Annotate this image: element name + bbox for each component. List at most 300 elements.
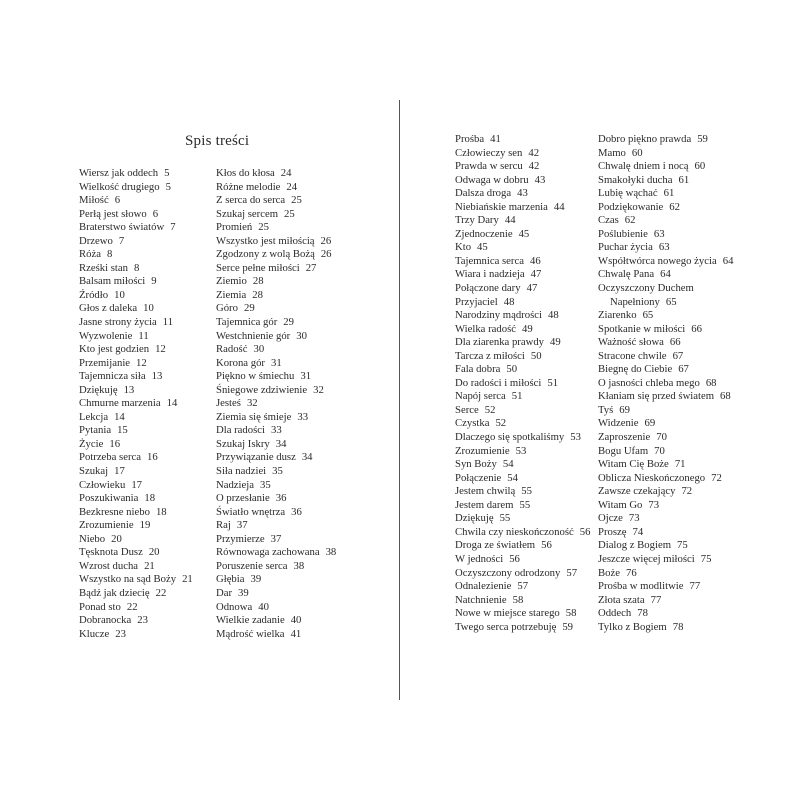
toc-entry-title: Tajemnica gór (216, 316, 278, 329)
toc-entry-title: Syn Boży (455, 458, 497, 471)
toc-entry-page: 61 (663, 187, 675, 200)
toc-entry (598, 594, 748, 608)
toc-entry-title: Czas (598, 214, 619, 227)
toc-entry (216, 573, 346, 587)
toc-entry-title: Chwalę Pana (598, 268, 655, 281)
toc-entry-page: 26 (320, 234, 332, 247)
toc-entry (598, 296, 748, 310)
toc-entry (216, 601, 346, 615)
toc-entry-page: 38 (293, 559, 305, 572)
toc-entry-page: 46 (529, 254, 541, 267)
toc-entry-page: 56 (509, 552, 520, 565)
toc-entry (455, 390, 595, 404)
toc-entry (455, 404, 595, 418)
toc-entry (216, 546, 346, 560)
toc-entry (216, 628, 346, 642)
toc-entry-page: 56 (541, 539, 552, 552)
toc-entry-title: Ziarenko (598, 309, 637, 322)
toc-entry-page: 28 (252, 288, 263, 301)
toc-entry-title: Radość (216, 343, 248, 356)
toc-entry (598, 228, 748, 242)
toc-entry-title: Wielkie zadanie (216, 614, 285, 627)
toc-entry-page: 14 (114, 410, 125, 423)
toc-entry-title: Bezkresne niebo (79, 505, 150, 518)
toc-entry (455, 594, 595, 608)
toc-entry-page: 49 (522, 322, 533, 335)
toc-entry-page: 48 (547, 309, 559, 322)
toc-entry-page: 44 (504, 214, 516, 227)
toc-entry-page: 23 (137, 614, 148, 627)
toc-entry-title: Wiersz jak oddech (79, 167, 159, 179)
toc-entry-page: 40 (290, 614, 302, 627)
toc-entry-title: Tajemnica serca (455, 254, 524, 267)
toc-entry (216, 492, 346, 506)
toc-entry-title: Tęsknota Dusz (79, 546, 143, 559)
toc-entry-page: 55 (499, 512, 511, 525)
toc-entry (455, 472, 595, 486)
toc-entry-page: 14 (166, 397, 178, 410)
toc-entry-page: 65 (665, 295, 677, 308)
toc-entry-page: 43 (534, 173, 546, 186)
toc-entry (216, 411, 346, 425)
toc-entry-page: 5 (164, 167, 170, 179)
toc-entry-page: 16 (109, 437, 121, 450)
toc-entry-page: 5 (165, 180, 171, 193)
toc-entry (598, 323, 748, 337)
toc-entry-page: 24 (280, 167, 292, 179)
toc-entry-page: 50 (506, 363, 518, 376)
toc-entry (455, 296, 595, 310)
toc-entry (216, 357, 346, 371)
toc-entry-page: 11 (138, 329, 149, 342)
toc-entry-page: 20 (148, 546, 160, 559)
toc-entry-page: 31 (270, 356, 282, 369)
toc-column-4 (598, 133, 748, 634)
toc-entry (216, 181, 346, 195)
toc-entry (79, 370, 204, 384)
toc-entry-title: Szukaj (79, 465, 109, 478)
toc-entry (216, 194, 346, 208)
toc-entry-title: Twego serca potrzebuję (455, 620, 557, 633)
toc-entry (598, 485, 748, 499)
toc-entry (455, 187, 595, 201)
toc-entry-page: 63 (653, 227, 665, 240)
toc-entry (79, 235, 204, 249)
toc-entry-page: 27 (305, 261, 317, 274)
toc-entry-page: 12 (136, 356, 147, 369)
toc-entry-page: 35 (259, 478, 271, 491)
toc-entry (598, 499, 748, 513)
toc-entry-page: 55 (521, 485, 532, 498)
toc-entry (455, 309, 595, 323)
toc-entry (455, 133, 595, 147)
toc-entry-title: Poruszenie serca (216, 559, 288, 572)
toc-entry-page: 71 (674, 458, 686, 471)
toc-entry-page: 65 (642, 309, 654, 322)
toc-entry (79, 248, 204, 262)
toc-entry-title: Zjednoczenie (455, 227, 513, 240)
toc-entry-title: Szukaj Iskry (216, 437, 270, 450)
toc-entry-title: Poślubienie (598, 227, 648, 240)
toc-entry-title: Podziękowanie (598, 200, 664, 213)
toc-entry-title: Fala dobra (455, 363, 501, 376)
toc-entry (216, 519, 346, 533)
toc-entry (216, 167, 346, 181)
toc-entry-page: 75 (700, 552, 712, 565)
toc-entry (216, 262, 346, 276)
toc-entry-title: Dziękuję (455, 512, 494, 525)
toc-entry (79, 506, 204, 520)
toc-entry (79, 587, 204, 601)
toc-entry-page: 8 (106, 248, 113, 261)
toc-entry (216, 384, 346, 398)
toc-entry (79, 221, 204, 235)
toc-entry-title: Wielkość drugiego (79, 180, 160, 193)
toc-entry-title: Wyzwolenie (79, 329, 133, 342)
page-title: Spis treści (185, 133, 250, 149)
toc-entry-title: Pytania (79, 424, 112, 437)
toc-entry-title: Tylko z Bogiem (598, 620, 667, 633)
toc-entry-page: 72 (711, 471, 722, 484)
toc-entry-title: Przyjaciel (455, 295, 498, 308)
toc-entry-title: Wielka radość (455, 322, 516, 335)
toc-entry (455, 350, 595, 364)
toc-entry-page: 42 (528, 146, 540, 159)
toc-entry-title: Prawda w sercu (455, 160, 523, 173)
toc-entry-page: 10 (143, 302, 154, 315)
toc-entry-title: Drzewo (79, 234, 113, 247)
toc-entry (455, 553, 595, 567)
toc-entry-page: 68 (705, 376, 717, 389)
toc-entry (79, 465, 204, 479)
toc-entry (216, 587, 346, 601)
toc-entry-page: 19 (139, 519, 151, 532)
toc-entry (79, 289, 204, 303)
toc-entry-title: Kłaniam się przed światem (598, 390, 715, 403)
toc-entry-title: Zrozumienie (79, 519, 134, 532)
toc-entry-title: Oddech (598, 607, 632, 620)
toc-entry-page: 45 (477, 241, 488, 254)
toc-entry (455, 255, 595, 269)
toc-entry-title: Wszystko jest miłością (216, 234, 315, 247)
toc-entry (455, 621, 595, 635)
toc-entry (598, 472, 748, 486)
toc-entry-title: Tajemnicza siła (79, 370, 146, 383)
toc-entry-page: 33 (297, 410, 309, 423)
toc-entry-title: Bogu Ufam (598, 444, 649, 457)
toc-entry (598, 255, 748, 269)
toc-entry (216, 424, 346, 438)
toc-entry-page: 47 (526, 282, 538, 295)
toc-entry-title: Dziękuję (79, 383, 118, 396)
toc-entry (79, 302, 204, 316)
toc-entry-title: O przesłanie (216, 492, 270, 505)
toc-entry-title: Ponad sto (79, 600, 121, 613)
toc-entry (79, 167, 204, 181)
toc-entry (79, 330, 204, 344)
toc-entry-title: Współtwórca nowego życia (598, 254, 717, 267)
toc-entry-page: 32 (313, 383, 324, 396)
toc-entry (455, 607, 595, 621)
toc-entry-title: Do radości i miłości (455, 376, 542, 389)
toc-entry-title: Nowe w miejsce starego (455, 607, 560, 620)
toc-entry-page: 47 (530, 268, 542, 281)
toc-entry-page: 13 (123, 383, 135, 396)
toc-entry (79, 519, 204, 533)
toc-entry-title: Proszę (598, 525, 627, 538)
toc-entry-title: Witam Cię Boże (598, 458, 669, 471)
toc-entry-title: Niebiańskie marzenia (455, 200, 548, 213)
toc-entry-title: Dla ziarenka prawdy (455, 336, 545, 349)
toc-entry (216, 506, 346, 520)
toc-entry (598, 512, 748, 526)
toc-entry-title: Człowieczy sen (455, 146, 523, 159)
toc-entry-page: 36 (275, 492, 287, 505)
toc-entry (216, 479, 346, 493)
toc-entry-title: Wszystko na sąd Boży (79, 573, 177, 586)
toc-entry-title: W jedności (455, 552, 504, 565)
toc-entry-title: Góro (216, 302, 238, 315)
toc-entry-title: Połączenie (455, 471, 502, 484)
toc-entry (79, 438, 204, 452)
toc-entry-page: 11 (162, 316, 174, 329)
toc-entry-page: 66 (669, 336, 681, 349)
toc-entry-title: Równowaga zachowana (216, 546, 320, 559)
toc-entry (455, 417, 595, 431)
toc-entry-page: 64 (660, 268, 671, 281)
toc-entry-title: Smakołyki ducha (598, 173, 673, 186)
toc-entry-title: Rześki stan (79, 261, 128, 274)
toc-entry-title: Wzrost ducha (79, 559, 139, 572)
toc-entry-page: 58 (512, 593, 524, 606)
toc-entry (455, 201, 595, 215)
toc-entry-page: 8 (133, 261, 140, 274)
toc-entry-page: 64 (722, 254, 734, 267)
toc-entry-title: Puchar życia (598, 241, 653, 254)
toc-entry (598, 241, 748, 255)
toc-entry (216, 221, 346, 235)
toc-entry-page: 57 (517, 580, 529, 593)
toc-entry-title: Przemijanie (79, 356, 131, 369)
toc-entry-title: Napełniony (610, 295, 660, 308)
toc-entry-title: Westchnienie gór (216, 329, 291, 342)
toc-entry (79, 479, 204, 493)
toc-entry-page: 50 (530, 349, 542, 362)
toc-entry (216, 560, 346, 574)
toc-entry-title: Przymierze (216, 532, 265, 545)
toc-entry-page: 16 (147, 451, 158, 464)
toc-column-1 (79, 167, 204, 641)
toc-entry-page: 38 (325, 546, 337, 559)
toc-entry-title: Napój serca (455, 390, 506, 403)
toc-entry (79, 546, 204, 560)
toc-entry-page: 67 (672, 349, 684, 362)
toc-entry (216, 235, 346, 249)
toc-entry (598, 282, 748, 296)
toc-entry (598, 431, 748, 445)
toc-entry-title: Jeszcze więcej miłości (598, 552, 695, 565)
toc-entry-title: Dar (216, 586, 233, 599)
page-divider (399, 100, 400, 700)
toc-entry-page: 51 (511, 390, 523, 403)
toc-entry (455, 336, 595, 350)
toc-entry (79, 451, 204, 465)
toc-entry-page: 77 (650, 593, 662, 606)
toc-entry (598, 553, 748, 567)
toc-entry (79, 384, 204, 398)
toc-entry (598, 621, 748, 635)
toc-entry-title: Ziemio (216, 275, 247, 288)
toc-entry-page: 42 (528, 160, 540, 173)
toc-entry-title: Zrozumienie (455, 444, 510, 457)
toc-entry-page: 70 (654, 444, 665, 457)
toc-entry-title: Złota szata (598, 593, 645, 606)
toc-entry-page: 66 (691, 322, 702, 335)
toc-entry-title: Dobro piękno prawda (598, 133, 692, 145)
toc-entry-title: Dlaczego się spotkaliśmy (455, 431, 565, 444)
toc-entry (598, 363, 748, 377)
toc-entry-title: Ziemia (216, 288, 247, 301)
toc-entry (598, 390, 748, 404)
toc-entry-page: 21 (182, 573, 193, 586)
toc-entry (216, 451, 346, 465)
toc-entry (79, 262, 204, 276)
toc-entry-page: 7 (118, 234, 125, 247)
toc-entry-title: Witam Go (598, 498, 643, 511)
toc-entry-title: Spotkanie w miłości (598, 322, 686, 335)
toc-entry (79, 208, 204, 222)
toc-entry (598, 160, 748, 174)
toc-entry-title: Lubię wąchać (598, 187, 658, 200)
toc-entry-page: 48 (503, 295, 515, 308)
toc-entry-page: 74 (632, 525, 644, 538)
toc-entry-page: 33 (270, 424, 282, 437)
toc-entry-title: Szukaj sercem (216, 207, 279, 220)
toc-entry-page: 73 (628, 512, 640, 525)
toc-entry-title: Korona gór (216, 356, 265, 369)
toc-entry-page: 6 (152, 207, 159, 220)
toc-entry-title: Chwila czy nieskończoność (455, 525, 574, 538)
toc-entry-title: Odnowa (216, 600, 253, 613)
toc-entry-page: 41 (290, 627, 302, 640)
toc-entry (216, 465, 346, 479)
toc-entry-title: Prośba (455, 133, 485, 145)
toc-entry-page: 26 (320, 248, 332, 261)
toc-entry (598, 147, 748, 161)
toc-entry (455, 363, 595, 377)
toc-entry-title: Różne melodie (216, 180, 281, 193)
toc-entry (79, 316, 204, 330)
toc-entry-title: Człowieku (79, 478, 126, 491)
toc-entry-title: Miłość (79, 194, 109, 207)
toc-entry-page: 59 (697, 133, 708, 145)
toc-entry-page: 35 (272, 465, 283, 478)
toc-entry-title: Promień (216, 221, 253, 234)
toc-entry-title: Klucze (79, 627, 110, 640)
toc-entry-title: Dobranocka (79, 614, 132, 627)
toc-entry-title: Mądrość wielka (216, 627, 285, 640)
toc-entry-title: Odnalezienie (455, 580, 512, 593)
toc-entry-page: 18 (144, 492, 156, 505)
toc-entry-title: Droga ze światłem (455, 539, 536, 552)
toc-entry-title: Kto (455, 241, 472, 254)
toc-entry-page: 78 (637, 607, 648, 620)
toc-entry-title: Chmurne marzenia (79, 397, 161, 410)
toc-entry-page: 41 (490, 133, 501, 145)
toc-entry-page: 45 (518, 227, 530, 240)
toc-entry-page: 63 (658, 241, 670, 254)
toc-entry-title: Trzy Dary (455, 214, 499, 227)
toc-entry-page: 73 (648, 498, 660, 511)
toc-entry-title: Kłos do kłosa (216, 167, 275, 179)
toc-entry-page: 29 (283, 316, 294, 329)
toc-entry (455, 512, 595, 526)
toc-entry-page: 59 (562, 620, 574, 633)
toc-entry-title: Nadzieja (216, 478, 254, 491)
toc-entry (455, 431, 595, 445)
toc-entry-title: Mamo (598, 146, 626, 159)
toc-entry-title: Głębia (216, 573, 245, 586)
toc-column-3 (455, 133, 595, 634)
toc-entry-page: 72 (681, 485, 693, 498)
toc-entry-title: Oblicza Nieskończonego (598, 471, 706, 484)
toc-entry-title: Stracone chwile (598, 349, 667, 362)
toc-entry-title: Potrzeba serca (79, 451, 142, 464)
toc-entry (455, 377, 595, 391)
toc-entry (79, 411, 204, 425)
toc-entry-page: 17 (114, 465, 125, 478)
toc-entry-page: 78 (672, 620, 684, 633)
toc-entry (216, 370, 346, 384)
toc-entry-page: 13 (151, 370, 163, 383)
toc-entry-page: 60 (694, 160, 706, 173)
toc-entry (216, 438, 346, 452)
toc-entry (455, 539, 595, 553)
toc-entry (79, 492, 204, 506)
toc-entry-title: Róża (79, 248, 101, 261)
toc-entry-page: 44 (553, 200, 565, 213)
toc-entry-page: 34 (275, 437, 287, 450)
toc-entry-page: 58 (565, 607, 577, 620)
toc-entry-page: 18 (155, 505, 167, 518)
toc-entry-title: Śniegowe zdziwienie (216, 383, 308, 396)
toc-entry (598, 526, 748, 540)
toc-entry (216, 397, 346, 411)
toc-entry-title: Balsam miłości (79, 275, 146, 288)
toc-entry (79, 181, 204, 195)
toc-entry-page: 61 (678, 173, 690, 186)
toc-entry (598, 133, 748, 147)
toc-entry-title: Natchnienie (455, 593, 507, 606)
toc-entry-title: Światło wnętrza (216, 505, 286, 518)
toc-entry-page: 76 (625, 566, 637, 579)
toc-entry (598, 201, 748, 215)
toc-entry-page: 31 (300, 370, 312, 383)
toc-entry-page: 40 (258, 600, 269, 613)
toc-entry (598, 350, 748, 364)
toc-entry-title: Ojcze (598, 512, 623, 525)
toc-entry-title: Zaproszenie (598, 431, 651, 444)
toc-entry-page: 60 (631, 146, 643, 159)
toc-entry-page: 70 (656, 431, 667, 444)
toc-entry (79, 343, 204, 357)
toc-entry (455, 580, 595, 594)
toc-entry (455, 567, 595, 581)
toc-entry-page: 21 (144, 559, 155, 572)
toc-entry-page: 37 (236, 519, 248, 532)
toc-entry-page: 68 (720, 390, 731, 403)
toc-entry-title: Źródło (79, 288, 109, 301)
